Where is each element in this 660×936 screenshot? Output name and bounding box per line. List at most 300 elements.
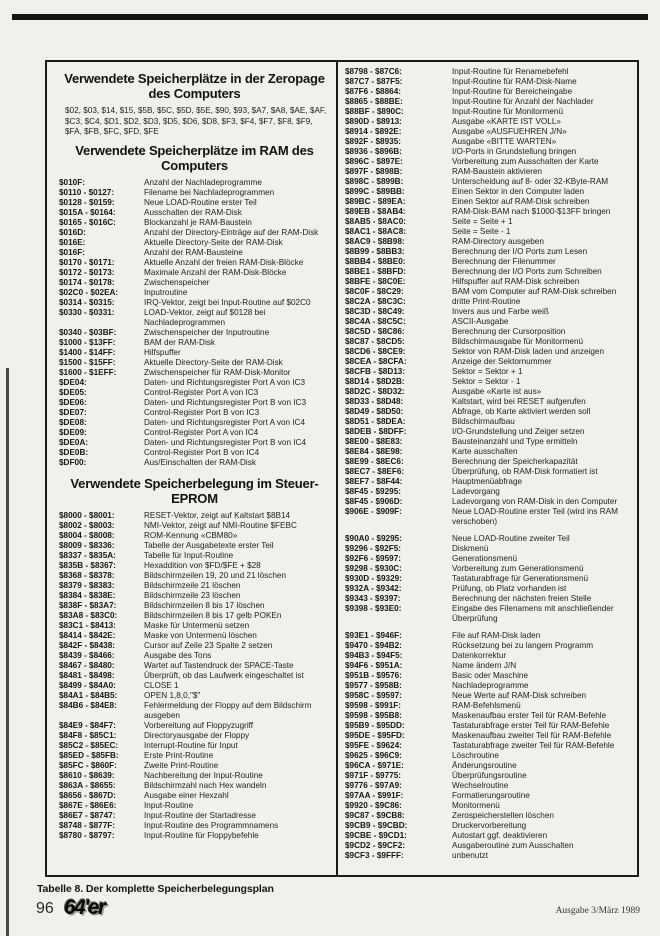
address-range: $8439 - $8466:: [59, 650, 115, 660]
address-description: Ausgabe «BITTE WARTEN»: [452, 137, 557, 146]
table-row: [345, 477, 629, 487]
address-description: Zweite Print-Routine: [144, 760, 219, 770]
address-range: $8499 - $84A0:: [59, 680, 116, 690]
address-range: $8CD6 - $8CE9:: [345, 347, 406, 356]
zeropage-address-list: $02, $03, $14, $15, $5B, $5C, $5D, $5E, $90, $93, $A7, $A8, $AE, $AF, $C3, $C4, $D1, $D2, $D3, $D5, $D6, $D8, $F3, $F4, $F7, $F8, $F9, $FA, $FB, $FC, $FD, $FE: [65, 106, 327, 137]
table-row: [345, 167, 629, 177]
address-range: $8414 - $842E:: [59, 630, 116, 640]
table-row: [59, 541, 330, 551]
address-range: $84B6 - $84E8:: [59, 700, 117, 710]
address-description: Input-Routine für RAM-Disk-Name: [452, 77, 577, 86]
table-row: [345, 417, 629, 427]
address-range: $96CA - $971E:: [345, 761, 404, 770]
table-row: [345, 287, 629, 297]
table-row: [345, 77, 629, 87]
table-row: [59, 328, 330, 338]
address-range: $86E7 - $8747:: [59, 810, 116, 820]
address-range: $9CBE - $9CD1:: [345, 831, 407, 840]
address-description: Zerospeicherstellen löschen: [452, 811, 554, 820]
address-range: $8798 - $87C6:: [345, 67, 402, 76]
address-range: $0165 - $016C:: [59, 217, 116, 227]
table-row: [59, 368, 330, 378]
table-row: [345, 457, 629, 467]
address-description: Prüfung, ob Platz vorhanden ist: [452, 584, 567, 593]
address-description: Ausgabe des Tons: [144, 650, 212, 660]
address-range: $932A - $9342:: [345, 584, 402, 593]
address-range: $8467 - $8480:: [59, 660, 115, 670]
table-row: [345, 257, 629, 267]
address-description: Zwischenspeicher der Inputroutine: [144, 327, 270, 337]
address-range: $87C7 - $87F5:: [345, 77, 403, 86]
table-row: [59, 831, 330, 841]
table-row: [345, 831, 629, 841]
address-range: $835B - $8367:: [59, 560, 116, 570]
table-row: [59, 781, 330, 791]
table-row: [59, 248, 330, 258]
address-description: Wechselroutine: [452, 781, 509, 790]
address-description: unbenutzt: [452, 851, 488, 860]
address-range: $8009 - $8336:: [59, 540, 115, 550]
table-row: [345, 594, 629, 604]
table-row: [345, 157, 629, 167]
address-description: Bildschirmzahl nach Hex wandeln: [144, 780, 267, 790]
table-row: [345, 781, 629, 791]
table-row: [345, 207, 629, 217]
address-range: $8D51 - $8DEA:: [345, 417, 406, 426]
address-range: $94B3 - $94F5:: [345, 651, 403, 660]
address-range: $95FE - $9624:: [345, 741, 402, 750]
address-range: $8337 - $835A:: [59, 550, 116, 560]
address-description: OPEN 1,8,0,"$": [144, 690, 201, 700]
table-row: [59, 621, 330, 631]
table-row: [345, 197, 629, 207]
table-row: [345, 801, 629, 811]
table-row: [59, 581, 330, 591]
address-description: Input-Routine des Programmnamens: [144, 820, 279, 830]
table-row: [345, 487, 629, 497]
address-description: RAM-Befehlsmenü: [452, 701, 521, 710]
address-range: $9298 - $930C:: [345, 564, 402, 573]
address-range: $8914 - $892E:: [345, 127, 402, 136]
address-range: $8384 - $838E:: [59, 590, 116, 600]
table-row: [59, 751, 330, 761]
address-description: Zwischenspeicher: [144, 277, 210, 287]
address-description: Anzahl der Directory-Einträge auf der RAM-Disk: [144, 227, 319, 237]
address-description: Inputroutine: [144, 287, 188, 297]
address-range: $8BFE - $8C0E:: [345, 277, 406, 286]
table-row: [59, 358, 330, 368]
table-row: [59, 721, 330, 731]
address-description: Ladevorgang: [452, 487, 500, 496]
address-range: $95B9 - $95DD:: [345, 721, 405, 730]
address-description: Hilfspuffer auf RAM-Disk schreiben: [452, 277, 580, 286]
address-description: I/O-Grundstellung und Zeiger setzen: [452, 427, 585, 436]
address-description: Maske von Untermenü löschen: [144, 630, 257, 640]
address-range: $8AC9 - $8B98:: [345, 237, 405, 246]
address-description: Diskmenü: [452, 544, 489, 553]
scan-edge-artifact: [6, 368, 9, 936]
table-row: [345, 554, 629, 564]
table-row: [59, 198, 330, 208]
section-title-eprom: Verwendete Speicherbelegung im Steuer-EPROM: [70, 475, 319, 506]
address-range: $9C87 - $9CB8:: [345, 811, 405, 820]
address-range: $84A1 - $84B5:: [59, 690, 118, 700]
address-description: RESET-Vektor, zeigt auf Kaltstart $8B14: [144, 510, 291, 520]
table-row: [59, 561, 330, 571]
address-range: $8F45 - $906D:: [345, 497, 403, 506]
table-row: [59, 571, 330, 581]
address-description: Control-Register Port B von IC3: [144, 407, 260, 417]
address-range: $930D - $9329:: [345, 574, 402, 583]
table-row: [345, 137, 629, 147]
address-description: ROM-Kennung «CBM80»: [144, 530, 238, 540]
address-description: Kaltstart, wird bei RESET aufgerufen: [452, 397, 586, 406]
address-description: Maske für Untermenü setzen: [144, 620, 250, 630]
address-range: $8002 - $8003:: [59, 520, 115, 530]
address-range: $8780 - $8797:: [59, 830, 115, 840]
address-description: Rücksetzung bei zu langem Programm: [452, 641, 594, 650]
table-row: [345, 217, 629, 227]
table-row: [59, 731, 330, 741]
address-description: Daten- und Richtungsregister Port B von IC4: [144, 437, 307, 447]
address-description: Daten- und Richtungsregister Port A von IC3: [144, 377, 306, 387]
address-range: $1000 - $13FF:: [59, 337, 116, 347]
table-row: [345, 507, 629, 527]
address-description: Bausteinanzahl und Type ermitteln: [452, 437, 578, 446]
address-description: Cursor auf Zeile 23 Spalte 2 setzen: [144, 640, 273, 650]
address-description: Berechnung der Speicherkapazität: [452, 457, 578, 466]
section-title-zeropage: Verwendete Speicherplätze in der Zeropage des Computers: [64, 71, 325, 101]
table-row: [345, 237, 629, 247]
address-description: Input-Routine der Startadresse: [144, 810, 256, 820]
address-range: $94F6 - $951A:: [345, 661, 403, 670]
table-row: [59, 611, 330, 621]
table-row: [59, 551, 330, 561]
address-range: $8656 - $867D:: [59, 790, 116, 800]
address-range: $8481 - $8498:: [59, 670, 115, 680]
table-row: [345, 731, 629, 741]
address-description: LOAD-Vektor, zeigt auf $0128 bei Nachladeprogrammen: [144, 307, 266, 327]
table-row: [345, 631, 629, 641]
table-row: [59, 511, 330, 521]
table-row: [345, 661, 629, 671]
table-row: [345, 671, 629, 681]
address-description: Vorbereitung zum Ausschalten der Karte: [452, 157, 599, 166]
table-row: [59, 178, 330, 188]
table-row: [59, 388, 330, 398]
address-range: $890D - $8913:: [345, 117, 402, 126]
address-description: Vorbereitung auf Floppyzugriff: [144, 720, 254, 730]
address-range: $8C2A - $8C3C:: [345, 297, 406, 306]
table-row: [59, 801, 330, 811]
page-number: 96: [36, 900, 54, 917]
address-range: $8E84 - $8E98:: [345, 447, 403, 456]
address-description: Berechnung der nächsten freien Stelle: [452, 594, 592, 603]
address-description: Hexaddition von $FD/$FE + $28: [144, 560, 261, 570]
address-description: Bildschirmzeile 23 löschen: [144, 590, 241, 600]
table-row: [345, 407, 629, 417]
address-range: $892F - $8935:: [345, 137, 401, 146]
address-description: Berechnung der I/O Ports zum Schreiben: [452, 267, 602, 276]
address-description: Control-Register Port A von IC3: [144, 387, 259, 397]
address-range: $DE07:: [59, 407, 87, 417]
table-row: [345, 367, 629, 377]
table-row: [345, 147, 629, 157]
address-range: $90A0 - $9295:: [345, 534, 402, 543]
table-row: [345, 751, 629, 761]
table-row: [345, 397, 629, 407]
table-row: [345, 247, 629, 257]
address-range: $906E - $909F:: [345, 507, 402, 516]
address-description: Tastaturabfrage erster Teil für RAM-Befehle: [452, 721, 610, 730]
address-range: $9625 - $96C9:: [345, 751, 402, 760]
table-row: [59, 811, 330, 821]
address-range: $8E00 - $8E83:: [345, 437, 403, 446]
address-range: $0330 - $0331:: [59, 307, 115, 317]
address-description: Bildschirmzeilen 8 bis 17 löschen: [144, 600, 265, 610]
address-range: $8AC1 - $8AC8:: [345, 227, 406, 236]
table-row: [59, 821, 330, 831]
address-range: $016E:: [59, 237, 86, 247]
table-row: [345, 387, 629, 397]
address-description: Formatierungsroutine: [452, 791, 530, 800]
memory-map-table: [45, 60, 639, 877]
address-range: $015A - $0164:: [59, 207, 116, 217]
address-description: Anzeige der Sektornummer: [452, 357, 552, 366]
address-description: NMI-Vektor, zeigt auf NMI-Routine $FEBC: [144, 520, 297, 530]
table-row: [345, 337, 629, 347]
address-range: $0170 - $0171:: [59, 257, 115, 267]
address-description: Änderungsroutine: [452, 761, 517, 770]
address-range: $9920 - $9C86:: [345, 801, 402, 810]
address-range: $DE04:: [59, 377, 87, 387]
table-row: [59, 691, 330, 701]
address-description: Berechnung der I/O Ports zum Lesen: [452, 247, 588, 256]
address-range: $8C4A - $8C5C:: [345, 317, 406, 326]
address-description: Ausgabe «AUSFUEHREN J/N»: [452, 127, 567, 136]
table-row: [345, 851, 629, 861]
issue-label: Ausgabe 3/März 1989: [555, 906, 640, 916]
table-row: [345, 691, 629, 701]
table-row: [59, 348, 330, 358]
address-description: Wartet auf Tastendruck der SPACE-Taste: [144, 660, 294, 670]
table-row: [59, 428, 330, 438]
address-description: Berechnung der Cursorposition: [452, 327, 566, 336]
address-range: $9398 - $93E0:: [345, 604, 402, 613]
address-description: Maskenaufbau erster Teil für RAM-Befehle: [452, 711, 607, 720]
table-row: [345, 427, 629, 437]
address-description: BAM vom Computer auf RAM-Disk schreiben: [452, 287, 617, 296]
address-description: Erste Print-Routine: [144, 750, 214, 760]
address-range: $88BF - $890C:: [345, 107, 404, 116]
address-description: Input-Routine: [144, 800, 194, 810]
address-range: $9776 - $97A9:: [345, 781, 402, 790]
address-range: $1500 - $15FF:: [59, 357, 116, 367]
address-range: $8D33 - $8D48:: [345, 397, 404, 406]
address-description: Einen Sektor in den Computer laden: [452, 187, 584, 196]
address-range: $9CD2 - $9CF2:: [345, 841, 406, 850]
address-description: Tastaturabfrage zweiter Teil für RAM-Befehle: [452, 741, 615, 750]
section-title-ram: Verwendete Speicherplätze im RAM des Computers: [75, 142, 314, 173]
table-row: [345, 327, 629, 337]
address-description: Ausgabe «KARTE IST VOLL»: [452, 117, 561, 126]
address-description: CLOSE 1: [144, 680, 179, 690]
address-range: $951B - $9576:: [345, 671, 402, 680]
address-description: Überprüft, ob das Laufwerk eingeschaltet ist: [144, 670, 304, 680]
table-row: [59, 278, 330, 288]
address-range: $0172 - $0173:: [59, 267, 115, 277]
table-row: [345, 377, 629, 387]
address-range: $8C5D - $8C86:: [345, 327, 405, 336]
address-range: $89EB - $8AB4:: [345, 207, 406, 216]
table-row: [345, 771, 629, 781]
address-range: $95DE - $95FD:: [345, 731, 405, 740]
address-description: Hilfspuffer: [144, 347, 181, 357]
address-range: $85FC - $860F:: [59, 760, 117, 770]
table-row: [59, 601, 330, 611]
address-range: $8EC7 - $8EF6:: [345, 467, 405, 476]
address-description: Name ändern J/N: [452, 661, 517, 670]
table-row: [59, 398, 330, 408]
address-description: Tabelle für Input-Routine: [144, 550, 234, 560]
table-row: [345, 701, 629, 711]
address-description: Fehlermeldung der Floppy auf dem Bildschirm ausgeben: [144, 700, 312, 720]
table-right-column: [338, 62, 637, 875]
address-description: Aktuelle Anzahl der freien RAM-Disk-Blöcke: [144, 257, 304, 267]
address-range: $85ED - $85FB:: [59, 750, 119, 760]
table-row: [59, 651, 330, 661]
table-row: [59, 218, 330, 228]
address-description: Control-Register Port B von IC4: [144, 447, 260, 457]
table-row: [59, 531, 330, 541]
table-row: [345, 761, 629, 771]
address-range: $DF00:: [59, 457, 87, 467]
address-range: $DE0B:: [59, 447, 89, 457]
address-description: Maximale Anzahl der RAM-Disk-Blöcke: [144, 267, 287, 277]
address-description: Bildschirmaufbau: [452, 417, 515, 426]
address-range: $9470 - $94B2:: [345, 641, 402, 650]
address-description: Tastaturabfrage für Generationsmenü: [452, 574, 589, 583]
address-range: $9598 - $991F:: [345, 701, 401, 710]
address-range: $8DEB - $8DFF:: [345, 427, 407, 436]
table-row: [59, 188, 330, 198]
address-range: $DE0A:: [59, 437, 89, 447]
table-row: [345, 821, 629, 831]
table-row: [345, 127, 629, 137]
address-range: $958C - $9597:: [345, 691, 402, 700]
address-description: Neue LOAD-Routine erster Teil: [144, 197, 257, 207]
table-row: [345, 117, 629, 127]
address-description: Vorbereitung zum Generationsmenü: [452, 564, 584, 573]
address-description: Nachbereitung der Input-Routine: [144, 770, 263, 780]
table-row: [59, 681, 330, 691]
address-description: Nachladeprogramme: [452, 681, 529, 690]
address-range: $863A - $8655:: [59, 780, 116, 790]
table-row: [345, 87, 629, 97]
address-range: $898C - $899B:: [345, 177, 404, 186]
address-description: RAM-Baustein aktivieren: [452, 167, 543, 176]
table-row: [345, 347, 629, 357]
address-range: $8379 - $8383:: [59, 580, 115, 590]
table-row: [59, 238, 330, 248]
table-row: [59, 258, 330, 268]
table-row: [345, 107, 629, 117]
table-row: [345, 574, 629, 584]
ram-entry-list: [59, 178, 330, 468]
address-range: $8748 - $877F:: [59, 820, 115, 830]
address-description: Ladevorgang von RAM-Disk in den Computer: [452, 497, 618, 506]
table-row: [59, 771, 330, 781]
address-range: $93E1 - $946F:: [345, 631, 402, 640]
address-range: $8D2C - $8D32:: [345, 387, 405, 396]
address-description: Überprüfung, ob RAM-Disk formatiert ist: [452, 467, 598, 476]
table-row: [345, 357, 629, 367]
eprom-entry-list-right: [345, 67, 629, 861]
address-description: BAM der RAM-Disk: [144, 337, 215, 347]
table-row: [59, 298, 330, 308]
address-range: $9343 - $9397:: [345, 594, 401, 603]
address-description: Autostart ggf. deaktivieren: [452, 831, 548, 840]
address-range: $0128 - $0159:: [59, 197, 115, 207]
table-row: [59, 308, 330, 328]
table-row: [345, 741, 629, 751]
address-range: $DE09:: [59, 427, 87, 437]
table-row: [345, 791, 629, 801]
table-row: [345, 584, 629, 594]
address-description: Hauptmenüabfrage: [452, 477, 523, 486]
address-description: Daten- und Richtungsregister Port A von IC4: [144, 417, 306, 427]
address-range: $84E9 - $84F7:: [59, 720, 116, 730]
address-range: $8C0F - $8C29:: [345, 287, 404, 296]
address-description: Sektor = Sektor + 1: [452, 367, 523, 376]
table-row: [345, 497, 629, 507]
address-description: Seite = Seite + 1: [452, 217, 513, 226]
address-description: Ausgabe «Karte ist aus»: [452, 387, 542, 396]
address-range: $DE08:: [59, 417, 87, 427]
address-description: Ausgabe einer Hexzahl: [144, 790, 229, 800]
table-row: [345, 534, 629, 544]
address-description: Löschroutine: [452, 751, 499, 760]
top-rule: [12, 14, 648, 20]
table-row: [59, 791, 330, 801]
address-range: $92F6 - $9597:: [345, 554, 401, 563]
address-description: Blockanzahl je RAM-Baustein: [144, 217, 252, 227]
address-description: Input-Routine für Renamebefehl: [452, 67, 569, 76]
table-left-column: [47, 62, 338, 875]
address-range: $8EF7 - $8F44:: [345, 477, 403, 486]
table-row: [345, 841, 629, 851]
address-range: $0340 - $03BF:: [59, 327, 117, 337]
address-range: $8B99 - $8BB3:: [345, 247, 405, 256]
address-range: $838F - $83A7:: [59, 600, 117, 610]
table-row: [345, 97, 629, 107]
address-range: $8CFB - $8D13:: [345, 367, 406, 376]
table-row: [345, 811, 629, 821]
address-range: $9598 - $95B8:: [345, 711, 402, 720]
table-row: [59, 521, 330, 531]
address-range: $85C2 - $85EC:: [59, 740, 119, 750]
address-range: $8610 - $8639:: [59, 770, 115, 780]
address-range: $02C0 - $02EA:: [59, 287, 119, 297]
address-range: $8BB4 - $8BE0:: [345, 257, 406, 266]
address-description: Anzahl der RAM-Bausteine: [144, 247, 243, 257]
table-row: [59, 458, 330, 468]
address-range: $867E - $86E6:: [59, 800, 117, 810]
table-row: [345, 721, 629, 731]
address-description: File auf RAM-Disk laden: [452, 631, 541, 640]
table-row: [59, 228, 330, 238]
address-range: $8AB5 - $8AC0:: [345, 217, 406, 226]
